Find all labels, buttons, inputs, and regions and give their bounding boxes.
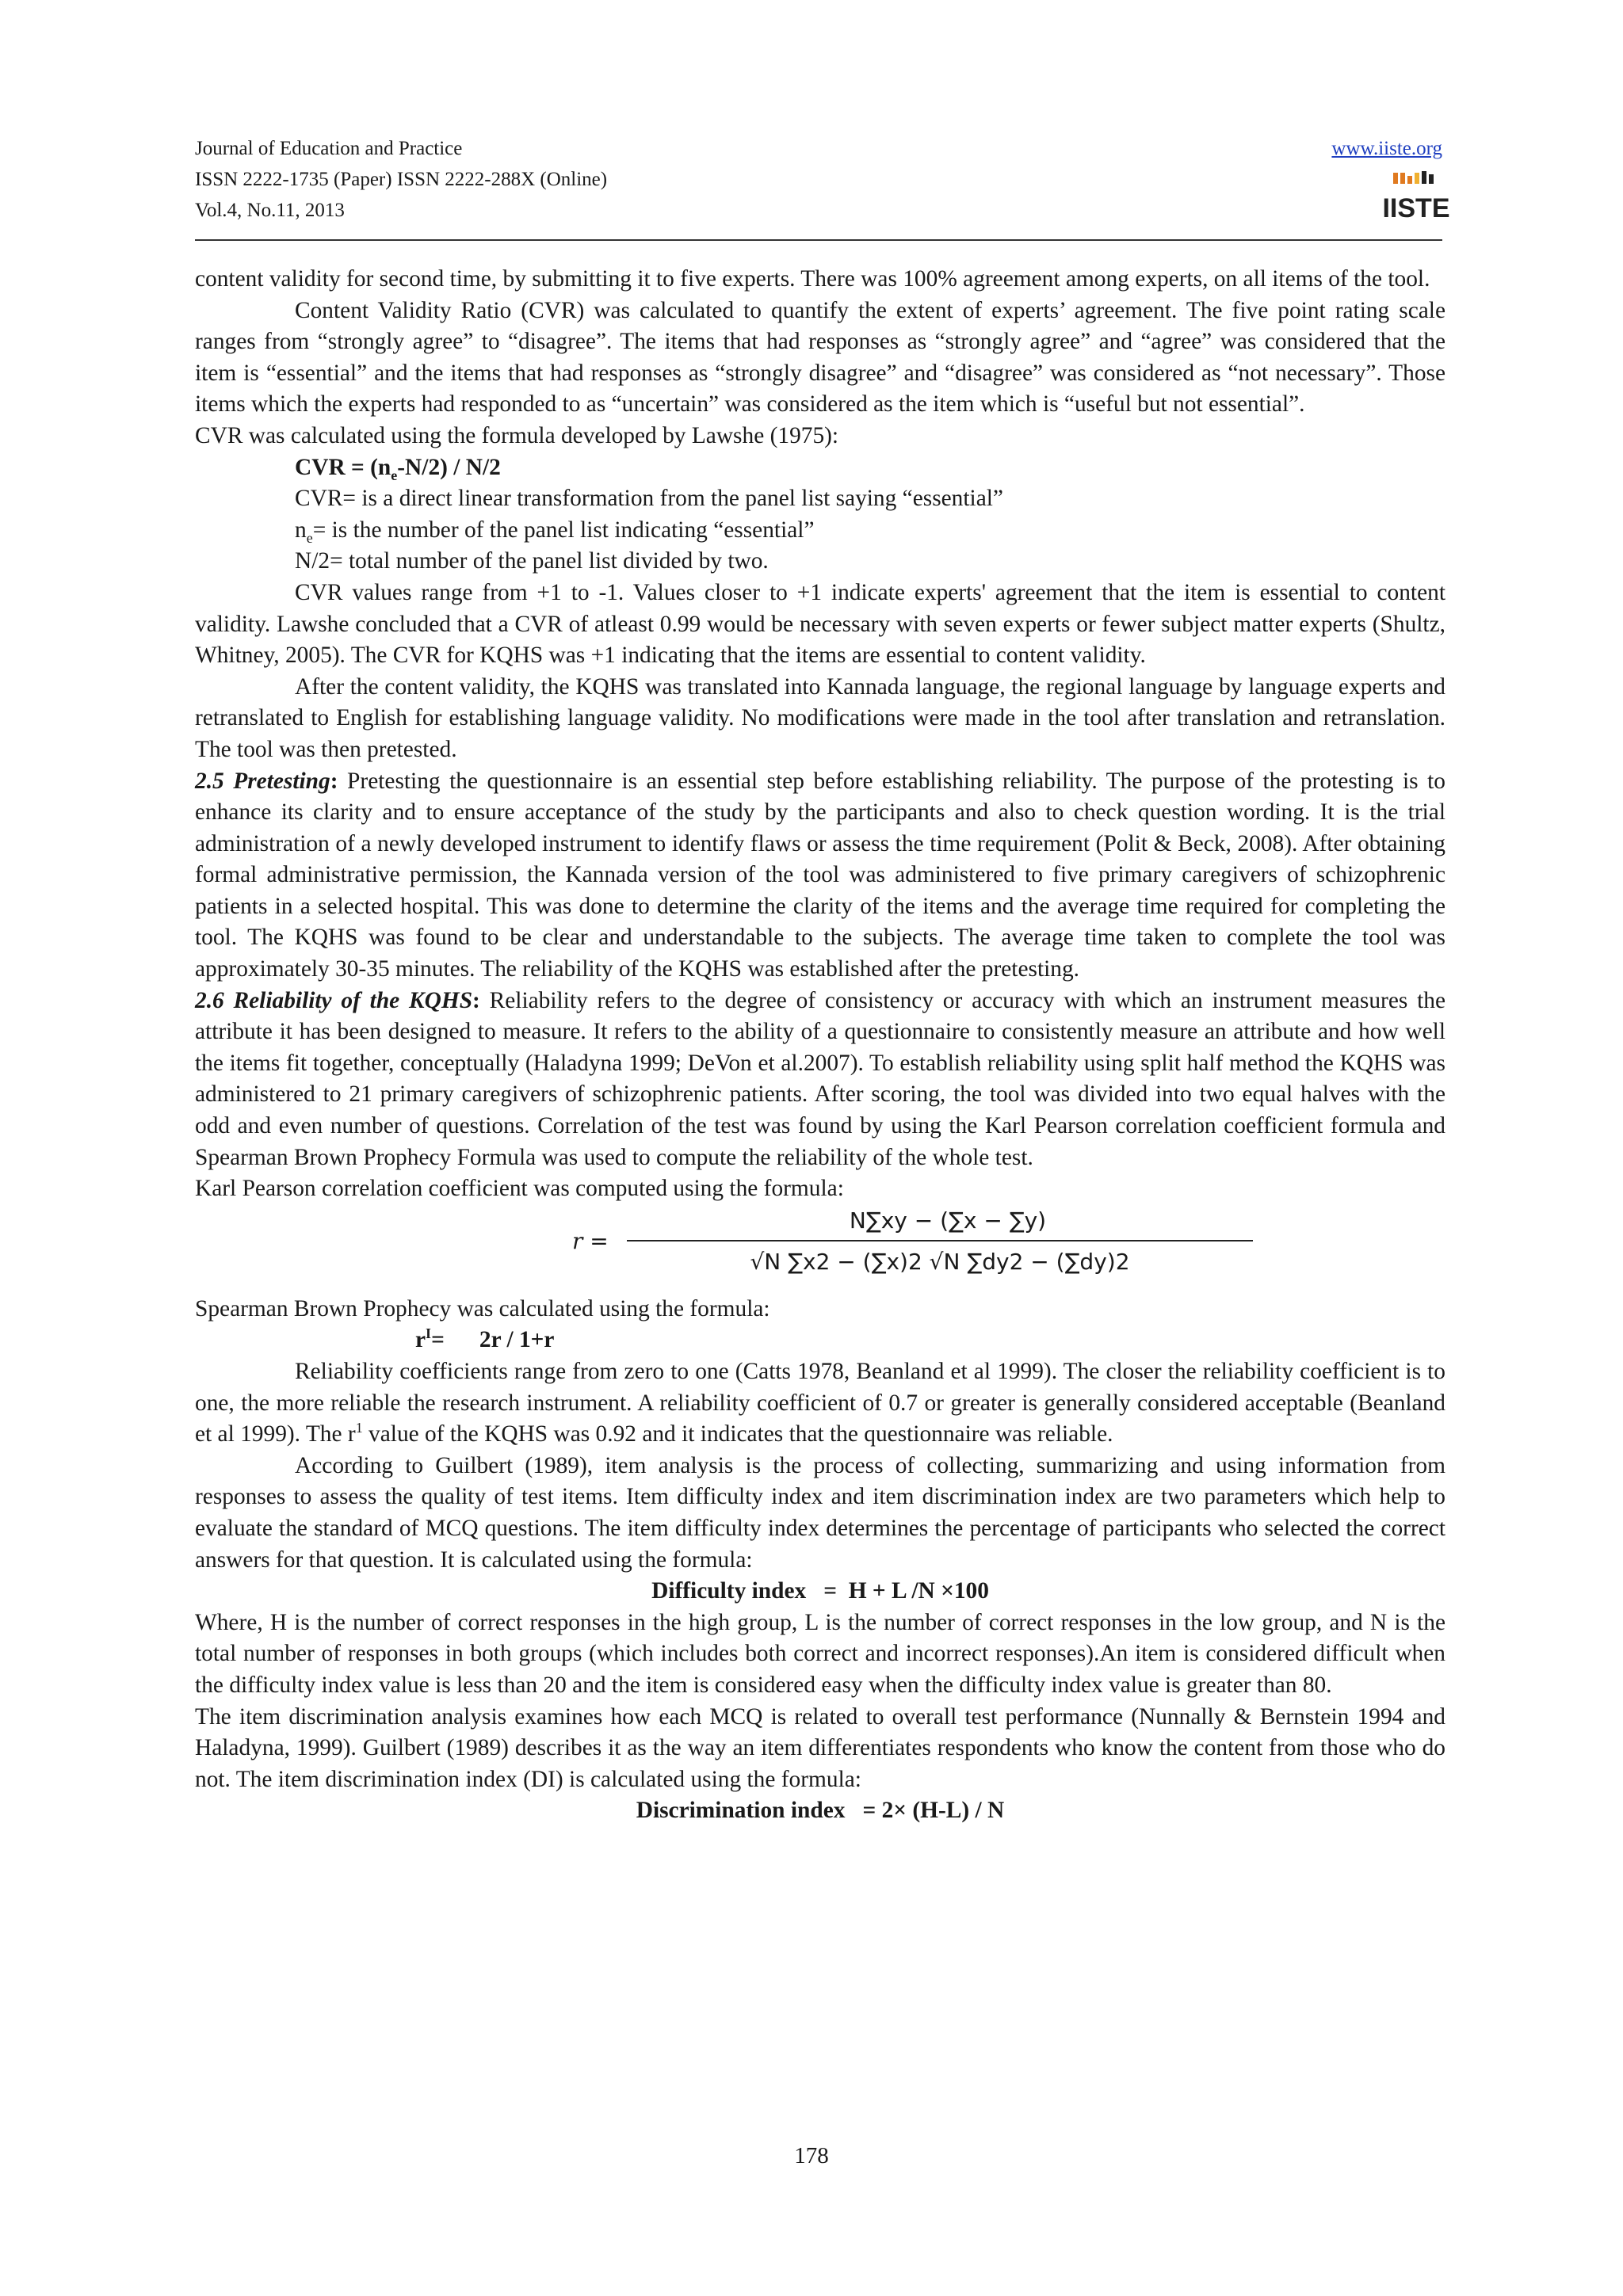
paragraph-discrimination: The item discrimination analysis examines how each MCQ is related to overall test performance (Nunnally & Bernstein 1994 and Haladyna, 1999). Guilbert (1989) describes it as the way an item differentiates respondents who know the content from those who do not. The item discrimination index (DI) is calculated using the formula: — [195, 1703, 1445, 1792]
cvr-definition: CVR= is a direct linear transformation from the panel list saying “essential” — [295, 486, 1003, 512]
difficulty-index-formula: Difficulty index = H + L /N ×100 — [651, 1578, 989, 1604]
paragraph-cvr: Content Validity Ratio (CVR) was calculated to quantify the extent of experts’ agreement. The five point rating scale ranges from “strongly agree” to “disagree”. The items that had responses as “strongly agree” and “agree” was considered that the item is “essential” and the items that had responses as “strongly disagree” and “disagree” was considered as “not necessary”. Those items which the experts had responded to as “uncertain” was considered as the item which is “useful but not essential”. — [195, 297, 1445, 418]
paragraph-continued: content validity for second time, by submitting it to five experts. There was 100% agreement among experts, on all items of the tool. — [195, 266, 1430, 292]
paragraph-item-analysis: According to Guilbert (1989), item analysis is the process of collecting, summarizing and using information from responses to assess the quality of test items. Item difficulty index and item discrimination index are two parameters which help to evaluate the standard of MCQ questions. The item difficulty index determines the percentage of participants who selected the correct answers for that question. It is calculated using the formula: — [195, 1452, 1445, 1573]
volume-line: Vol.4, No.11, 2013 — [195, 200, 345, 221]
logo-text: IISTE — [1382, 193, 1450, 223]
section-reliability: 2.6 Reliability of the KQHS: Reliability refers to the degree of consistency or accuracy with which an instrument measures the attribute it has been designed to measure. It refers to the ability of a questionnaire to consistently measure an attribute and how well the items fit together, conceptually (Haladyna 1999; DeVon et al.2007). To establish reliability using split half method the KQHS was administered to 21 primary caregivers of schizophrenic patients. After scoring, the tool was divided into two equal halves with the odd and even number of questions. Correlation of the test was found by using the Karl Pearson correlation coefficient formula and Spearman Brown Prophecy Formula was used to compute the reliability of the whole test. — [195, 987, 1446, 1170]
formula-denominator: √N ∑x2 − (∑x)2 √N ∑dy2 − (∑dy)2 — [750, 1248, 1130, 1275]
ne-definition: $n_e=$ is the number of the panel list indicating “essential” — [295, 517, 815, 546]
paragraph-cvr-formula-intro: CVR was calculated using the formula developed by Lawshe (1975): — [195, 422, 839, 448]
page-number: 178 — [794, 2143, 829, 2168]
cvr-formula: CVR = $(n_e-N/2) / N/2$ — [295, 454, 501, 483]
page-header — [195, 133, 1450, 239]
formula-numerator: N∑xy − (∑x − ∑y) — [849, 1207, 1047, 1234]
page-content — [195, 264, 1445, 1827]
formula-lhs: r = — [572, 1227, 609, 1254]
paragraph-reliability-coefficients: Reliability coefficients range from zero to one (Catts 1978, Beanland et al 1999). The closer the reliability coefficient is to one, the more reliable the research instrument. A reliability coefficient of 0.7 or greater is generally considered acceptable (Beanland et al 1999). The $r^1$ value of the KQHS was 0.92 and it indicates that the questionnaire was reliable. — [195, 1359, 1445, 1447]
iiste-logo-icon — [1382, 168, 1450, 228]
karl-pearson-intro: Karl Pearson correlation coefficient was computed using the formula: — [195, 1176, 844, 1202]
spearman-brown-formula: $r^I=$ 2r / 1+r — [415, 1325, 555, 1353]
fraction-bar — [627, 1240, 1253, 1241]
header-divider — [195, 239, 1442, 241]
journal-url-link[interactable]: www.iiste.org — [1331, 138, 1442, 159]
section-heading-pretesting: 2.5 Pretesting — [195, 768, 330, 794]
section-heading-reliability: 2.6 Reliability of the KQHS — [195, 987, 473, 1013]
header-left — [195, 133, 607, 226]
issn-line: ISSN 2222-1735 (Paper) ISSN 2222-288X (Online) — [195, 169, 608, 190]
paragraph-difficulty-explanation: Where, H is the number of correct responses in the high group, L is the number of correct responses in the low group, and N is the total number of responses in both groups (which includes both correct and incorrect responses).An item is considered difficult when the difficulty index value is less than 20 and the item is considered easy when the difficulty index value is greater than 80. — [195, 1609, 1445, 1698]
paragraph-cvr-values: CVR values range from +1 to -1. Values closer to +1 indicate experts' agreement that the item is essential to content validity. Lawshe concluded that a CVR of atleast 0.99 would be necessary with seven experts or fewer subject matter experts (Shultz, Whitney, 2005). The CVR for KQHS was +1 indicating that the items are essential to content validity. — [195, 579, 1445, 669]
journal-title: Journal of Education and Practice — [195, 138, 463, 159]
karl-pearson-formula — [195, 1205, 1445, 1294]
spearman-brown-intro: Spearman Brown Prophecy was calculated using the formula: — [195, 1295, 770, 1322]
discrimination-index-formula: Discrimination index = 2× (H-L) / N — [636, 1798, 1005, 1824]
n2-definition: N/2= total number of the panel list divided by two. — [295, 548, 769, 574]
section-pretesting: 2.5 Pretesting: Pretesting the questionnaire is an essential step before establishing reliability. The purpose of the protesting is to enhance its clarity and to ensure acceptance of the study by the participants and also to check question wording. It is the trial administration of a newly developed instrument to identify flaws or assess the time requirement (Polit & Beck, 2008). After obtaining formal administrative permission, the Kannada version of the tool was administered to five primary caregivers of schizophrenic patients in a selected hospital. This was done to determine the clarity of the items and the average time required for completing the tool. The KQHS was found to be clear and understandable to the subjects. The average time taken to complete the tool was approximately 30-35 minutes. The reliability of the KQHS was established after the pretesting. — [195, 768, 1445, 982]
paragraph-translation: After the content validity, the KQHS was translated into Kannada language, the regional language by language experts and retranslated to English for establishing language validity. No modifications were made in the tool after translation and retranslation. The tool was then pretested. — [195, 673, 1445, 762]
